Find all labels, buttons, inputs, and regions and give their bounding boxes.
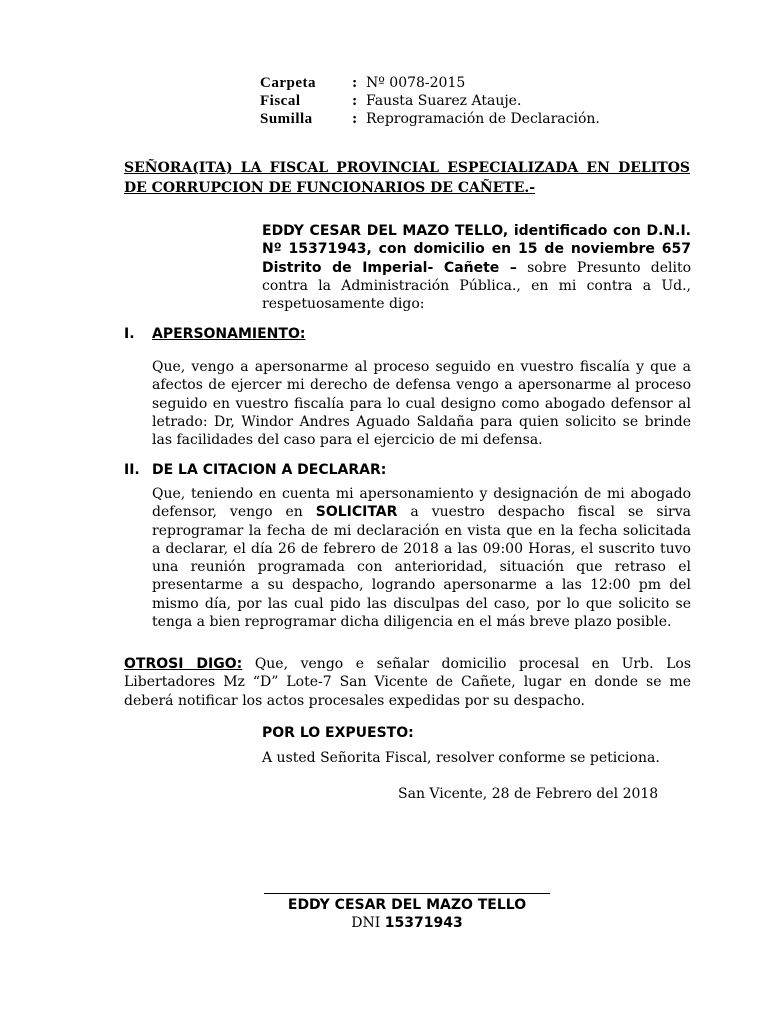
intro-paragraph <box>262 222 691 313</box>
otrosi-body: Que, vengo e señalar domicilio procesal en Urb. Los Libertadores Mz “D” Lote-7 San Vicente de Cañete, lugar en donde se me deberá notificar los actos procesales expedidas por su despacho. <box>124 656 692 709</box>
intro-rest: sobre Presunto delito contra la Administración Pública., en mi contra a Ud., respetuosamente digo: <box>262 259 691 313</box>
place-date: San Vicente, 28 de Febrero del 2018 <box>398 786 659 802</box>
por-lo-expuesto: POR LO EXPUESTO: <box>262 725 414 741</box>
intro-bold: EDDY CESAR DEL MAZO TELLO, identificado con D.N.I. Nº 15371943, con domicilio en 15 de noviembre 657 Distrito de Imperial- Cañete – <box>262 223 691 276</box>
carpeta-row <box>260 74 600 92</box>
section2-title: DE LA CITACION A DECLARAR: <box>152 462 387 478</box>
dni-label: DNI <box>351 915 381 931</box>
petition-text: A usted Señorita Fiscal, resolver conforme se peticiona. <box>262 750 660 766</box>
section1-title: APERSONAMIENTO: <box>152 326 306 342</box>
section2-body <box>152 485 691 631</box>
addressee-heading: SEÑORA(ITA) LA FISCAL PROVINCIAL ESPECIALIZADA EN DELITOS DE CORRUPCION DE FUNCIONARIOS DE CAÑETE.- <box>124 160 690 196</box>
otrosi-lead: OTROSI DIGO: <box>124 656 243 672</box>
signature-dni <box>264 915 550 931</box>
signature-name: EDDY CESAR DEL MAZO TELLO <box>287 897 527 913</box>
sumilla-value: Reprogramación de Declaración. <box>366 111 600 127</box>
section1-number: I. <box>124 326 135 342</box>
fiscal-label: Fiscal <box>260 93 301 109</box>
sumilla-label: Sumilla <box>260 111 313 127</box>
carpeta-value: Nº 0078-2015 <box>366 75 466 91</box>
case-header <box>260 74 600 128</box>
section2-number: II. <box>124 462 140 478</box>
dni-number: 15371943 <box>384 915 463 931</box>
section1-body: Que, vengo a apersonarme al proceso seguido en vuestro fiscalía y que a afectos de ejercer mi derecho de defensa vengo a apersonarme al proceso seguido en vuestro fiscalía para lo cual designo como abogado defensor al letrado: Dr, Windor Andres Aguado Saldaña para quien solicito se brinde las facilidades del caso para el ejercicio de mi defensa. <box>152 359 691 449</box>
separator: : <box>352 93 358 109</box>
section2-body-after: a vuestro despacho fiscal se sirva reprogramar la fecha de mi declaración en vista que en la fecha solicitada a declarar, el día 26 de febrero de 2018 a las 09:00 Horas, el suscrito tuvo una reunión programada con anterioridad, situación que retraso el presentarme a su despacho, logrando apersonarme a las 12:00 pm del mismo día, por las cual pido las disculpas del caso, por lo que solicito se tenga a bien reprogramar dicha diligencia en el más breve plazo posible. <box>152 504 692 631</box>
signature-line <box>264 893 550 894</box>
section2-body-bold: SOLICITAR <box>315 504 398 521</box>
fiscal-row <box>260 92 600 110</box>
fiscal-value: Fausta Suarez Atauje. <box>366 93 522 109</box>
separator: : <box>352 75 358 91</box>
sumilla-row <box>260 110 600 128</box>
carpeta-label: Carpeta <box>260 75 316 91</box>
section2-body-before: Que, teniendo en cuenta mi apersonamiento y designación de mi abogado defensor, vengo en <box>152 486 691 521</box>
separator: : <box>352 111 358 127</box>
section1-heading <box>124 326 305 342</box>
otrosi-paragraph <box>124 655 691 710</box>
section2-heading <box>124 462 386 478</box>
